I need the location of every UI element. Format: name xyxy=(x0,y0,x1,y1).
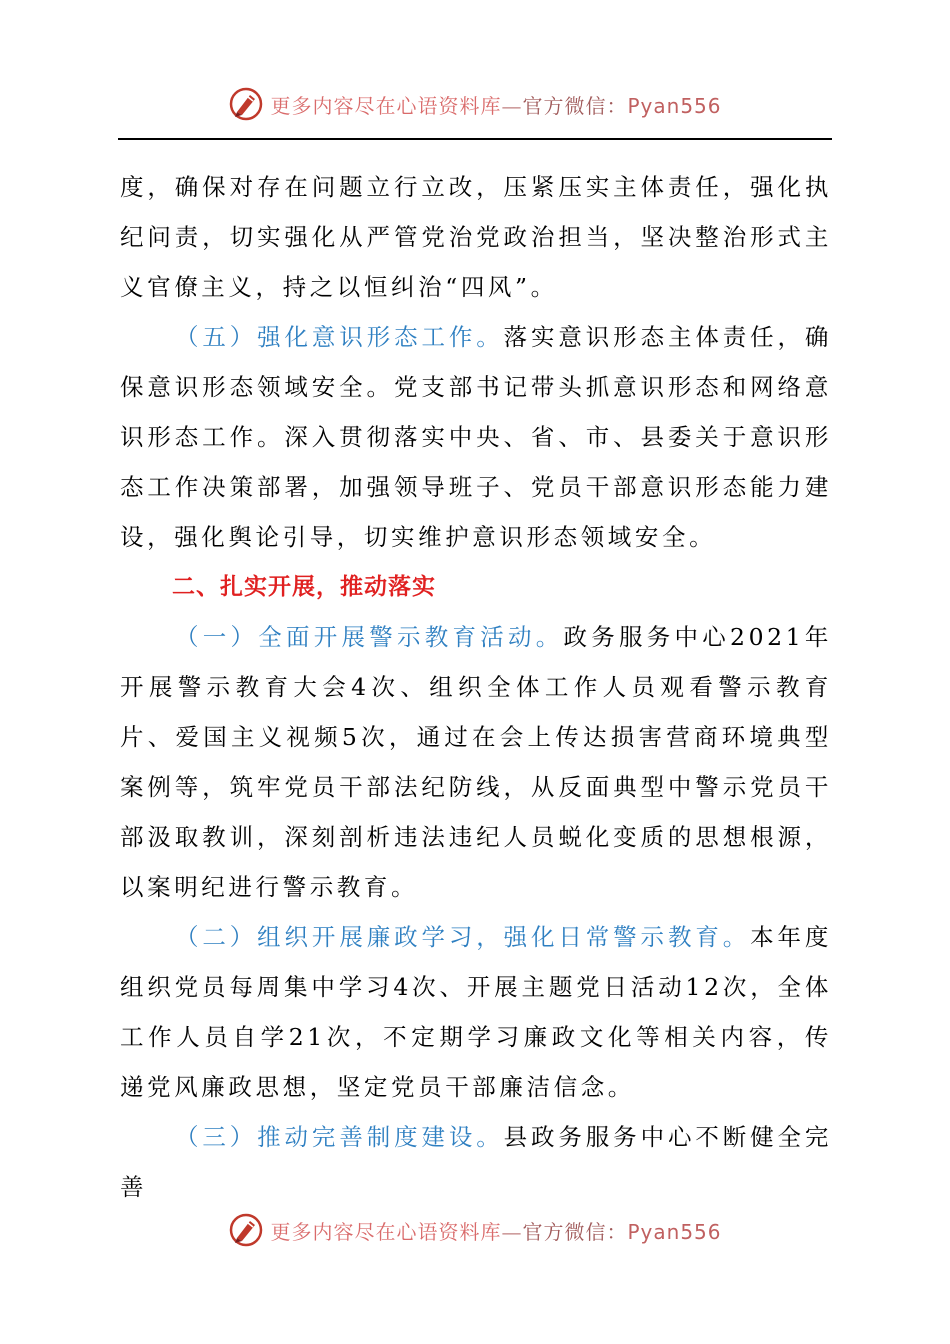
header-banner xyxy=(0,84,950,124)
pen-logo-icon xyxy=(228,1212,264,1248)
header-banner-title: 更多内容尽在心语资料库 xyxy=(270,93,502,118)
paragraph-warning-education xyxy=(120,612,832,912)
paragraph-system-text: 县政务服务中心不断健全完善 xyxy=(120,1123,832,1201)
paragraph-integrity-study xyxy=(120,912,832,1112)
header-banner-text xyxy=(270,90,721,119)
paragraph-system-building xyxy=(120,1112,832,1212)
paragraph-integrity-text: 本年度组织党员每周集中学习4次、开展主题党日活动12次，全体工作人员自学21次，不定期学习廉政文化等相关内容，传递党风廉政思想，坚定党员干部廉洁信念。 xyxy=(120,923,832,1101)
footer-banner-title: 更多内容尽在心语资料库 xyxy=(270,1219,502,1244)
pen-logo-icon xyxy=(228,86,264,122)
document-body xyxy=(120,162,832,1212)
subheading-ideology-work: （五）强化意识形态工作。 xyxy=(175,323,504,351)
header-divider xyxy=(118,138,832,140)
footer-banner-wechat-label: 官方微信： xyxy=(522,1219,628,1244)
footer-banner-dash: — xyxy=(501,1219,523,1244)
subheading-integrity-study: （二）组织开展廉政学习，强化日常警示教育。 xyxy=(175,923,751,951)
header-banner-wechat-label: 官方微信： xyxy=(522,93,628,118)
header-banner-wechat-id: Pyan556 xyxy=(627,93,722,118)
subheading-warning-education: （一）全面开展警示教育活动。 xyxy=(175,623,564,651)
header-banner-inner xyxy=(228,86,721,122)
footer-banner-text xyxy=(270,1216,721,1245)
subheading-system-building: （三）推动完善制度建设。 xyxy=(175,1123,504,1151)
paragraph-ideology-work xyxy=(120,312,832,562)
paragraph-warning-text: 政务服务中心2021年开展警示教育大会4次、组织全体工作人员观看警示教育片、爱国主义视频5次，通过在会上传达损害营商环境典型案例等，筑牢党员干部法纪防线，从反面典型中警示党员干部汲取教训，深刻剖析违法违纪人员蜕化变质的思想根源，以案明纪进行警示教育。 xyxy=(120,623,832,901)
footer-banner-wechat-id: Pyan556 xyxy=(627,1219,722,1244)
paragraph-continuation: 度，确保对存在问题立行立改，压紧压实主体责任，强化执纪问责，切实强化从严管党治党政治担当，坚决整治形式主义官僚主义，持之以恒纠治“四风”。 xyxy=(120,173,832,301)
footer-banner-inner xyxy=(228,1212,721,1248)
paragraph-ideology-text: 落实意识形态主体责任，确保意识形态领域安全。党支部书记带头抓意识形态和网络意识形态工作。深入贯彻落实中央、省、市、县委关于意识形态工作决策部署，加强领导班子、党员干部意识形态能力建设，强化舆论引导，切实维护意识形态领域安全。 xyxy=(120,323,832,551)
footer-banner xyxy=(0,1210,950,1250)
header-banner-dash: — xyxy=(501,93,523,118)
section-heading-implementation: 二、扎实开展，推动落实 xyxy=(172,574,436,600)
